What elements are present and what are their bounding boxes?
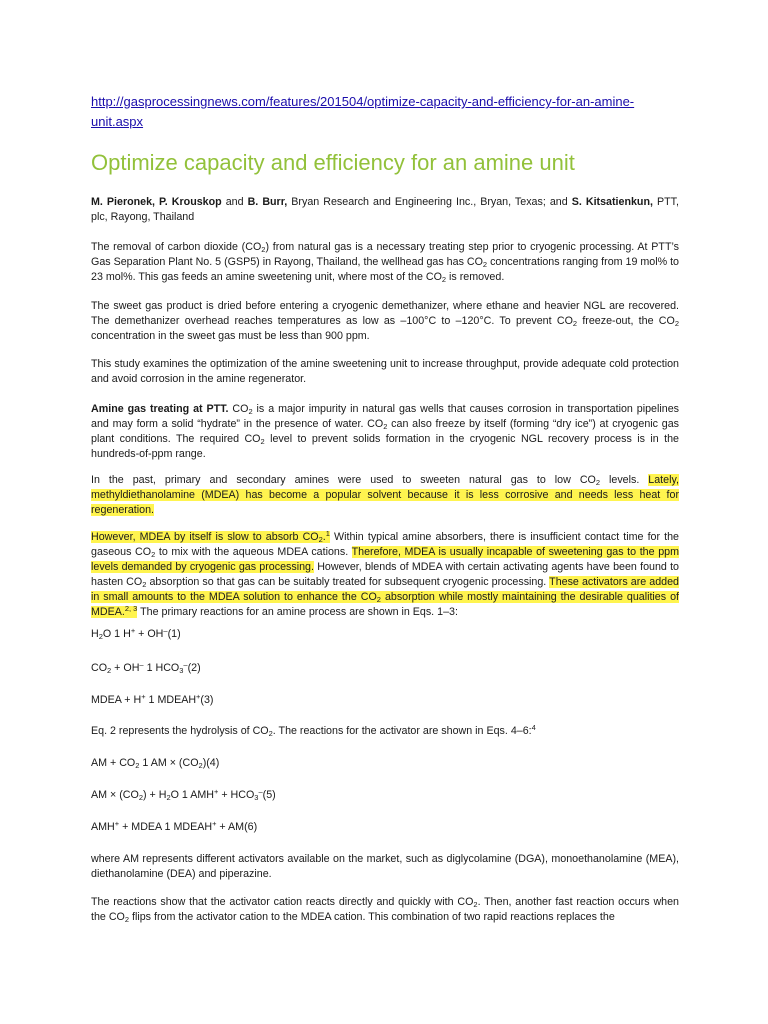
text: The sweet gas product is dried before entering a cryogenic demethanizer, where ethane and heavier NGL are recovered. The demethanizer overhead reaches temperatures as low as –100°C to –120°C. To prevent CO <box>91 300 679 327</box>
author-name-3: S. Kitsatienkun, <box>571 196 653 208</box>
text: absorption while mostly maintaining the desirable qualities of MDEA. <box>91 591 679 618</box>
equation-2 <box>91 661 201 676</box>
text: ) + H <box>142 789 167 801</box>
text: 1 HCO <box>143 662 180 674</box>
equation-3 <box>91 693 213 708</box>
text: However, blends of MDEA with certain activating agents have been found to hasten CO <box>91 561 680 588</box>
subscript: 2 <box>248 407 253 416</box>
paragraph-reactions-summary <box>91 895 679 925</box>
paragraph-sweet-gas <box>91 299 679 344</box>
text: + HCO <box>218 789 255 801</box>
text: In the past, primary and secondary amines were used to sweeten natural gas to low CO <box>91 474 596 486</box>
subscript: 2 <box>151 550 156 559</box>
subscript: 2 <box>383 422 388 431</box>
text: The reactions show that the activator cation reacts directly and quickly with CO <box>91 896 474 908</box>
text: )(4) <box>202 757 220 769</box>
source-url-link[interactable]: http://gasprocessingnews.com/features/201504/optimize-capacity-and-efficiency-for-an-amine-unit.aspx <box>91 94 635 129</box>
paragraph-study-scope: This study examines the optimization of the amine sweetening unit to increase throughput, provide adequate cold protection and avoid corrosion in the amine regenerator. <box>91 358 679 385</box>
text: . <box>322 531 326 543</box>
subscript: 3 <box>179 666 184 675</box>
text: O 1 AMH <box>170 789 214 801</box>
text: CO <box>228 403 249 415</box>
subscript: 2 <box>261 245 266 254</box>
superscript: + <box>213 787 219 796</box>
superscript: + <box>141 692 146 701</box>
subscript: 2 <box>260 437 265 446</box>
text: + MDEA 1 MDEAH <box>119 821 213 833</box>
article-title: Optimize capacity and efficiency for an amine unit <box>91 150 575 175</box>
subscript: 2 <box>138 793 143 802</box>
highlighted-text: Therefore, MDEA is usually incapable of sweetening gas to the ppm levels demanded by cryogenic gas processing. <box>91 546 679 573</box>
paragraph-mdea-activators <box>91 530 679 620</box>
superscript: – <box>139 660 144 669</box>
text: + OH <box>135 628 164 640</box>
subscript: 2 <box>473 900 478 909</box>
text: AM + CO <box>91 757 136 769</box>
text: is removed. <box>446 271 505 283</box>
author-name-2: B. Burr, <box>247 196 288 208</box>
author-line <box>91 195 679 225</box>
author-names-1: M. Pieronek, P. Krouskop <box>91 196 222 208</box>
text: concentrations ranging from 19 mol% to 23 mol%. This gas feeds an amine sweetening unit, where most of the CO <box>91 256 679 283</box>
author-and: and <box>221 196 248 208</box>
superscript: + <box>196 692 201 701</box>
text: O 1 H <box>102 628 131 640</box>
text: concentration in the sweet gas must be less than 900 ppm. <box>91 330 370 342</box>
text: Within typical amine absorbers, there is insufficient contact time for the gaseous CO <box>91 531 680 558</box>
text: absorption so that gas can be suitably treated for subsequent cryogenic processing. <box>146 576 550 588</box>
equation-5 <box>91 788 276 803</box>
superscript: – <box>183 660 188 669</box>
text: + OH <box>111 662 140 674</box>
text: to mix with the aqueous MDEA cations. <box>155 546 352 558</box>
text: (5) <box>262 789 276 801</box>
paragraph-co2-removal <box>91 240 679 285</box>
subscript: 2 <box>376 595 381 604</box>
subscript: 2 <box>166 793 171 802</box>
author-affiliation-1: Bryan Research and Engineering Inc., Bryan, Texas; and <box>287 196 572 208</box>
text: freeze-out, the CO <box>577 315 675 327</box>
reference-marker: 1 <box>325 529 330 538</box>
text: The primary reactions for an amine process are shown in Eqs. 1–3: <box>137 606 458 618</box>
paragraph-hydrolysis <box>91 724 679 739</box>
paragraph-amine-gas-treating <box>91 402 679 462</box>
equation-1 <box>91 627 181 642</box>
superscript: + <box>212 819 217 828</box>
equation-6 <box>91 820 257 835</box>
text: (3) <box>200 694 214 706</box>
subscript: 2 <box>135 761 140 770</box>
text: MDEA + H <box>91 694 142 706</box>
subscript: 2 <box>318 535 323 544</box>
text: flips from the activator cation to the MDEA cation. This combination of two rapid reactions replaces the <box>129 911 615 923</box>
text: 1 AM × (CO <box>139 757 199 769</box>
highlighted-text <box>91 531 330 543</box>
text: These activators are added in small amounts to the MDEA solution to enhance the CO <box>91 576 679 603</box>
text: can also freeze by itself (forming “dry ice”) at cryogenic gas plant conditions. The required CO <box>91 418 679 445</box>
subscript: 2 <box>441 275 447 284</box>
reference-marker: 2, 3 <box>124 604 138 613</box>
text: ) from natural gas is a necessary treating step prior to cryogenic processing. At PTT’s Gas Separation Plant No. 5 (GSP5) in Rayong, Thailand, the wellhead gas has CO <box>91 241 679 268</box>
text: level to prevent solids formation in the cryogenic NGL recovery process is in the hundreds-of-ppm range. <box>91 433 679 460</box>
author-affiliation-2: PTT, plc, Rayong, Thailand <box>91 196 679 223</box>
text: (1) <box>167 628 181 640</box>
text: However, MDEA by itself is slow to absorb CO <box>91 531 319 543</box>
text: 1 MDEAH <box>145 694 197 706</box>
paragraph-past-amines <box>91 473 679 518</box>
subscript: 2 <box>482 260 488 269</box>
section-heading: Amine gas treating at PTT. <box>91 403 229 415</box>
superscript: + <box>114 819 120 828</box>
subscript: 3 <box>254 793 259 802</box>
highlighted-text: Lately, methyldiethanolamine (MDEA) has become a popular solvent because it is less corrosive and needs less heat for regeneration. <box>91 474 679 516</box>
paragraph-activator-list: where AM represents different activators available on the market, such as diglycolamine (DGA), monoethanolamine (MEA), diethanolamine (DEA) and piperazine. <box>91 853 679 880</box>
text: . The reactions for the activator are shown in Eqs. 4–6: <box>272 725 532 737</box>
reference-marker: 4 <box>531 723 536 732</box>
subscript: 2 <box>198 761 203 770</box>
equation-4 <box>91 756 219 771</box>
subscript: 2 <box>124 915 130 924</box>
text: . Then, another fast reaction occurs when the CO <box>91 896 679 923</box>
subscript: 2 <box>595 478 601 487</box>
superscript: – <box>258 787 263 796</box>
subscript: 2 <box>268 729 273 738</box>
text: (2) <box>187 662 201 674</box>
subscript: 2 <box>107 666 112 675</box>
subscript: 2 <box>98 632 103 641</box>
text: AM × (CO <box>91 789 139 801</box>
text: AMH <box>91 821 115 833</box>
text: + AM(6) <box>216 821 258 833</box>
text: The removal of carbon dioxide (CO <box>91 241 262 253</box>
subscript: 2 <box>572 319 578 328</box>
subscript: 2 <box>674 319 679 328</box>
text: CO <box>91 662 108 674</box>
superscript: – <box>163 626 168 635</box>
superscript: + <box>130 626 136 635</box>
text: is a major impurity in natural gas wells that causes corrosion in transportation pipelines and may form a solid “hydrate” in the presence of water. CO <box>91 403 679 430</box>
text: levels. <box>600 474 649 486</box>
subscript: 2 <box>142 580 147 589</box>
text: Eq. 2 represents the hydrolysis of CO <box>91 725 269 737</box>
text: H <box>91 628 99 640</box>
